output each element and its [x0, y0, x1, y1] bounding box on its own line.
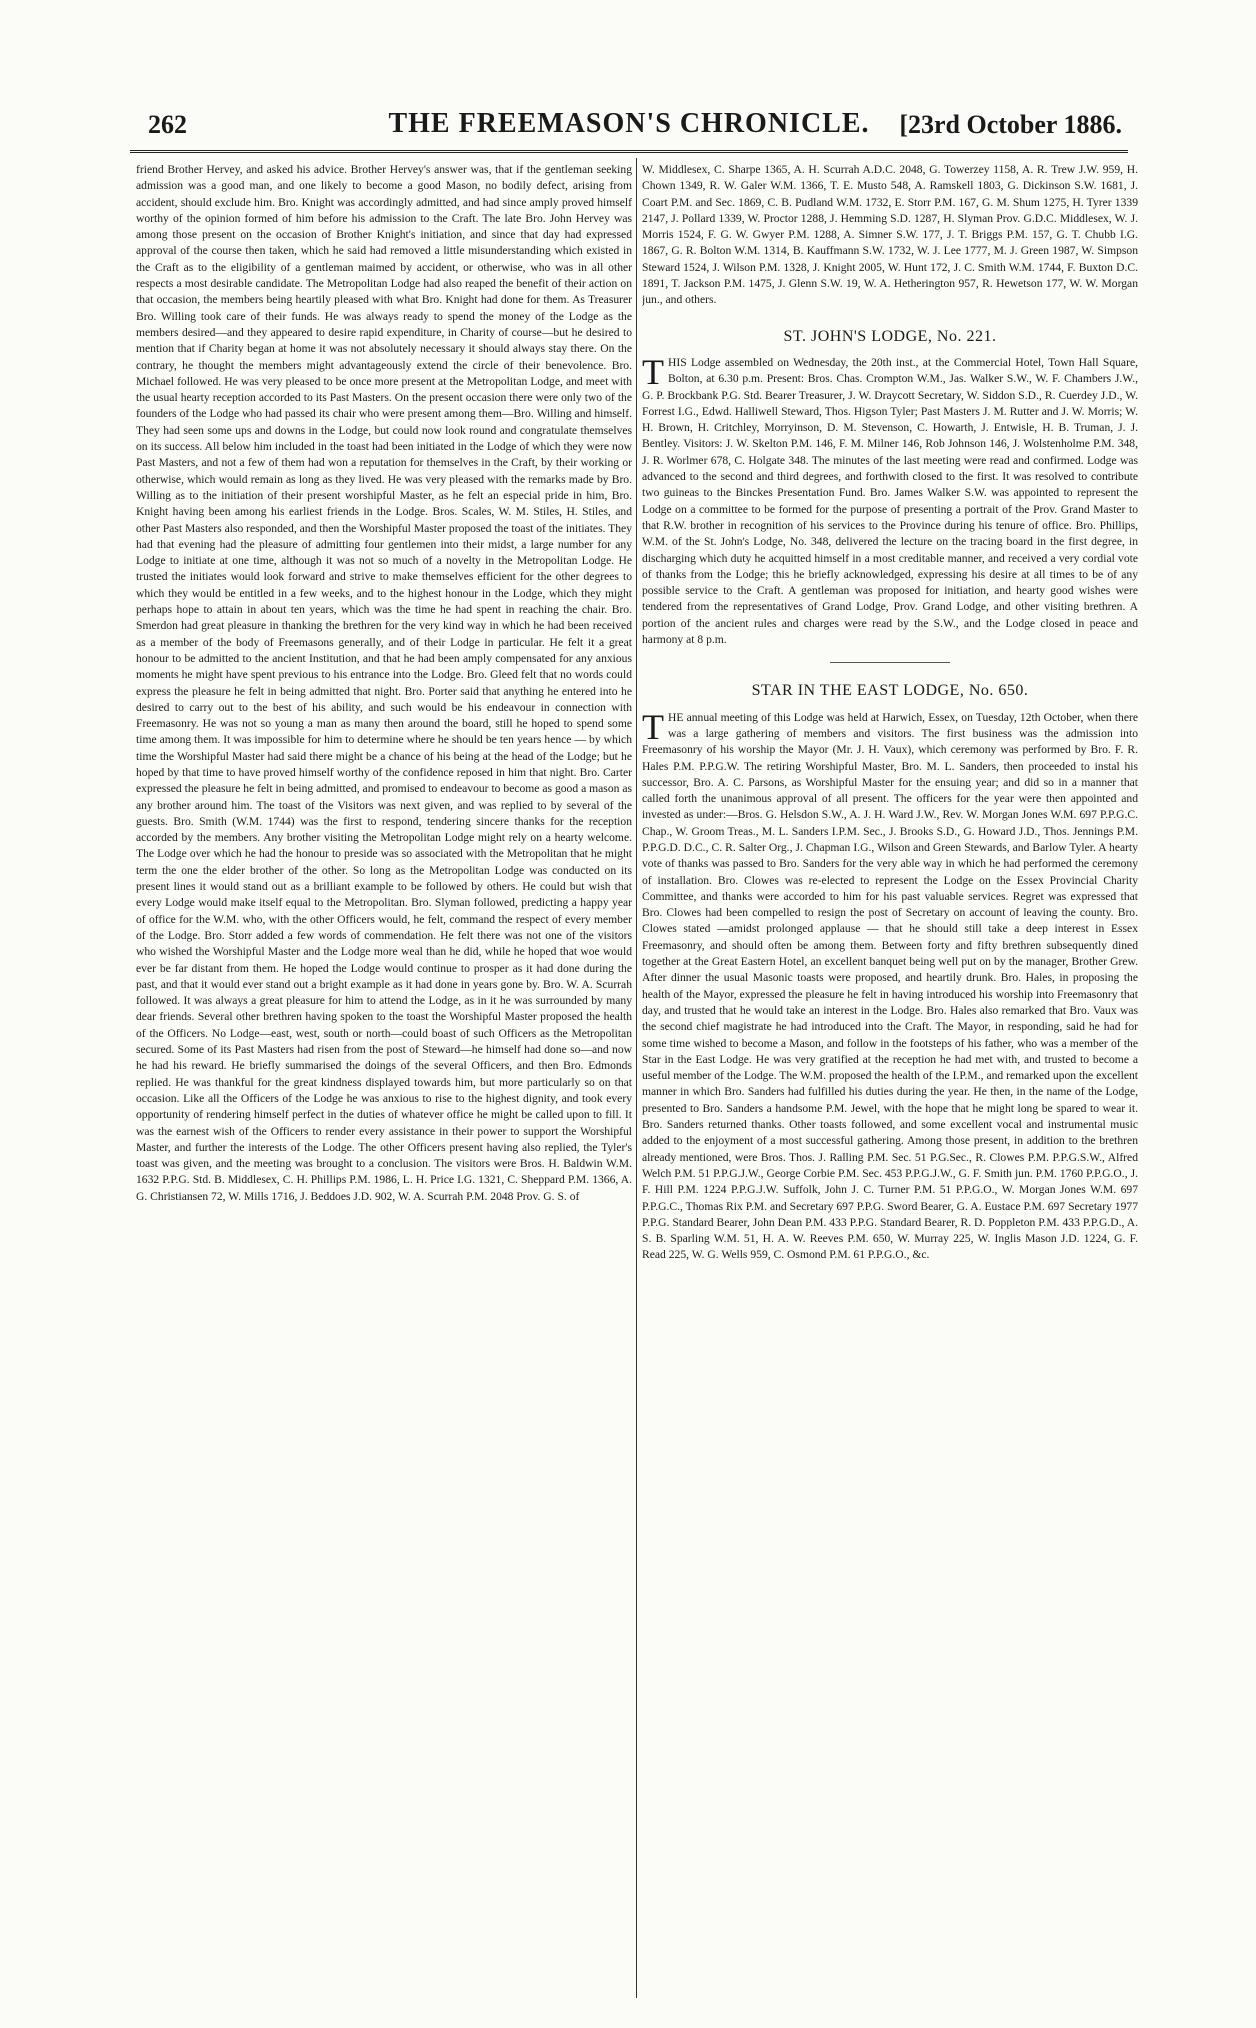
drop-cap: T	[642, 351, 664, 392]
star-in-the-east-article	[642, 706, 1138, 1264]
visitors-list-continuation: W. Middlesex, C. Sharpe 1365, A. H. Scurrah A.D.C. 2048, G. Towerzey 1158, A. R. Trew J.W. 959, H. Chown 1349, R. W. Galer W.M. 1366, T. E. Musto 548, A. Ramskell 1803, G. Dickinson S.W. 1681, J. Coart P.M. and Sec. 1869, C. B. Pudland W.M. 1732, E. Storr P.M. 167, G. M. Shum 1275, H. Tyrer 1339 2147, J. Pollard 1339, W. Proctor 1288, J. Hemming S.D. 1287, H. Slyman Prov. G.D.C. Middlesex, W. J. Morris 1524, F. G. W. Gwyer P.M. 1288, A. Simner S.W. 177, J. T. Briggs P.M. 157, G. T. Chubb I.G. 1867, G. R. Bolton W.M. 1314, B. Kauffmann S.W. 1732, W. J. Lee 1777, M. J. Green 1987, W. Simpson Steward 1524, J. Wilson P.M. 1328, J. Knight 2005, W. Hunt 172, J. C. Smith W.M. 1744, F. Buxton D.C. 1891, T. Jackson P.M. 1475, J. Glenn S.W. 19, W. A. Hetherington 957, R. Hewetson 177, W. W. Morgan jun., and others.	[642, 163, 1138, 307]
st-johns-lodge-article	[642, 351, 1138, 648]
journal-title: THE FREEMASON'S CHRONICLE.	[388, 108, 870, 139]
st-johns-lodge-text: HIS Lodge assembled on Wednesday, the 20th inst., at the Commercial Hotel, Town Hall Square, Bolton, at 6.30 p.m. Present: Bros. Chas. Crompton W.M., Jas. Walker S.W., W. F. Chambers J.W., G. P. Brockbank P.G. Std. Bearer Treasurer, J. W. Draycott Secretary, W. Siddon S.D., R. Cuerdey J.D., W. Forrest I.G., Edwd. Halliwell Steward, Thos. Higson Tyler; Past Masters J. M. Rutter and J. W. Morris; W. H. Brown, H. Critchley, Morryinson, D. M. Stevenson, C. Howarth, J. Entwisle, H. B. Truman, J. J. Bentley. Visitors: J. W. Skelton P.M. 146, F. M. Milner 146, Rob Johnson 146, J. Wolstenholme P.M. 348, J. R. Worlmer 678, C. Holgate 348. The minutes of the last meeting were read and confirmed. Lodge was advanced to the second and third degrees, and forthwith closed to the first. It was resolved to contribute two guineas to the Binckes Presentation Fund. Bro. James Walker S.W. was appointed to represent the Lodge on a committee to be formed for the purpose of presenting a portrait of the Prov. Grand Master to that R.W. brother in recognition of his services to the Province during his tenure of office. Bro. Phillips, W.M. of the St. John's Lodge, No. 348, delivered the lecture on the tracing board in the first degree, in discharging which duty he acquitted himself in a most creditable manner, and received a very cordial vote of thanks from the Lodge; this he briefly acknowledged, expressing his desire at all times to be of any possible service to the Craft. A gentleman was proposed for initiation, and hearty good wishes were tendered from the representatives of Grand Lodge, Prov. Grand Lodge, and other visiting brethren. A portion of the ancient rules and charges were read by the S.W., and the Lodge closed in peace and harmony at 8 p.m.	[642, 355, 1138, 647]
masthead	[130, 106, 1128, 153]
page-number: 262	[148, 110, 187, 139]
st-johns-lodge-heading: ST. JOHN'S LODGE, No. 221.	[783, 327, 997, 345]
issue-date: [23rd October 1886.	[899, 110, 1122, 139]
left-column-text: friend Brother Hervey, and asked his advice. Brother Hervey's answer was, that if the gentleman seeking admission was a good man, and one likely to become a good Mason, no bodily defect, arising from accident, should exclude him. Bro. Knight was accordingly admitted, and had since amply proved himself worthy of the opinion formed of him before his admission to the Craft. The late Bro. John Hervey was among those present on the occasion of Brother Knight's initiation, and since that day had expressed approval of the course then taken, which he said had removed a little misunderstanding which existed in the Craft as to the eligibility of a gentleman maimed by accident, or otherwise, who was in all other respects a most desirable candidate. The Metropolitan Lodge had also reaped the benefit of their action on that occasion, the members being heartily pleased with what Bro. Knight had done for them. As Treasurer Bro. Willing took care of their funds. He was always ready to spend the money of the Lodge as the members desired—and they appeared to desire rapid expenditure, in Charity of course—but he desired to mention that if Charity began at home it was not absolutely necessary it should always stay there. On the contrary, he thought the members might advantageously extend the circle of their benevolence. Bro. Michael followed. He was very pleased to be once more present at the Metropolitan Lodge, and meet with the usual hearty reception accorded to its Past Masters. On the present occasion there were only two of the founders of the Lodge who had passed its chair who were present among them—Bro. Willing and himself. They had seen some ups and downs in the Lodge, but could now look round and congratulate themselves on its success. All below him included in the toast had been initiated in the Lodge of which they were now Past Masters, and not a few of them had won a reputation for themselves in the Craft, by their working or otherwise, which would remain as long as they lived. He was very pleased with the remarks made by Bro. Willing as to the initiation of their present worshipful Master, as he felt an especial pride in him, Bro. Knight having been among his earliest friends in the Lodge. Bros. Scales, W. M. Stiles, H. Stiles, and other Past Masters also responded, and then the Worshipful Master proposed the toast of the initiates. They had that evening had the pleasure of admitting four gentlemen into their midst, a large number for any Lodge to initiate at one time, although it was not so much of a novelty in the Metropolitan Lodge. He trusted the initiates would look forward and strive to make themselves efficient for the other degrees to which they would be entitled in a few weeks, and to the highest honour in the Lodge, which they might perhaps hope to attain in about ten years, which was the time he had spent in reaching the chair. Bro. Smerdon had great pleasure in thanking the brethren for the very kind way in which he had been received as a member of the body of Freemasons generally, and of their Lodge in particular. He felt it a great honour to be admitted to the ancient Institution, and that he had been amply compensated for any anxious moments he might have spent previous to his entrance into the Lodge. Bro. Gleed felt that no words could express the pleasure he felt in being admitted that night. Bro. Porter said that anything he entered into he desired to carry out to the best of his ability, and such would be his endeavour in connection with Freemasonry. He was not so young a man as many then around the board, still he hoped to spend some time among them. It was impossible for him to determine where he should be ten years hence — by which time the Worshipful Master had said there might be a chance of his being at the head of the Lodge; but he hoped by that time to have proved himself worthy of the confidence reposed in him that night. Bro. Carter expressed the pleasure he felt in being admitted, and promised to endeavour to become as good a mason as any brother around him. The toast of the Visitors was next given, and was replied to by several of the guests. Bro. Smith (W.M. 1744) was the first to respond, tendering sincere thanks for the reception accorded by the members. Any brother visiting the Metropolitan Lodge might rely on a hearty welcome. The Lodge over which he had the honour to preside was so associated with the Metropolitan that he might term the one the elder brother of the other. So long as the Metropolitan Lodge was conducted on its present lines it would stand out as a brilliant example to be followed by others. He could but wish that every Lodge would make itself equal to the Metropolitan. Bro. Slyman followed, predicting a happy year of office for the W.M. who, with the other Officers would, he felt, command the respect of every member of the Lodge. Bro. Storr added a few words of commendation. He felt there was not one of the visitors who wished the Worshipful Master and the Lodge more weal than he did, while he hoped that woe would ever be far distant from them. He hoped the Lodge would continue to prosper as it had done during the past, and that it would ever stand out a bright example as it had done in years gone by. Bro. W. A. Scurrah followed. It was always a great pleasure for him to attend the Lodge, as in it he was surrounded by many dear friends. Several other brethren having spoken to the toast the Worshipful Master proposed the health of the Officers. No Lodge—east, west, south or north—could boast of such Officers as the Metropolitan secured. Some of its Past Masters had risen from the post of Steward—he himself had done so—and now he had his reward. He briefly summarised the doings of the several Officers, and then Bro. Edmonds replied. He was thankful for the great kindness displayed towards him, but more particularly so on that occasion. Like all the Officers of the Lodge he was anxious to rise to the highest dignity, and took every opportunity of rendering himself perfect in the duties of whatever office he might be called upon to fill. It was the earnest wish of the Officers to render every assistance in their power to support the Worshipful Master, and further the interests of the Lodge. The other Officers present having also replied, the Tyler's toast was given, and the meeting was brought to a conclusion. The visitors were Bros. H. Baldwin W.M. 1632 P.P.G. Std. B. Middlesex, C. H. Phillips P.M. 1986, L. H. Price I.G. 1321, C. Sheppard P.M. 1366, A. G. Christiansen 72, W. Mills 1716, J. Beddoes J.D. 902, W. A. Scurrah P.M. 2048 Prov. G. S. of	[136, 163, 632, 1203]
section-separator	[830, 662, 950, 663]
left-column	[136, 162, 632, 2002]
right-column	[642, 162, 1138, 2002]
column-divider	[636, 158, 637, 1998]
star-in-the-east-text: HE annual meeting of this Lodge was held at Harwich, Essex, on Tuesday, 12th October, when there was a large gathering of members and visitors. The first business was the admission into Freemasonry of his worship the Mayor (Mr. J. H. Vaux), which ceremony was performed by Bro. F. R. Hales P.M. P.P.G.W. The retiring Worshipful Master, Bro. M. L. Sanders, then proceeded to instal his successor, Bro. A. C. Parsons, as Worshipful Master for the ensuing year; and did so in a manner that called forth the unanimous approval of all present. The officers for the year were then appointed and invested as under:—Bros. G. Helsdon S.W., A. J. H. Ward J.W., Rev. W. Morgan Jones W.M. 697 P.P.G.C. Chap., W. Groom Treas., M. L. Sanders I.P.M. Sec., J. Brooks S.D., G. Howard J.D., Thos. Jennings P.M. P.P.G.D. D.C., C. R. Salter Org., J. Chapman I.G., Wilson and Green Stewards, and Barlow Tyler. A hearty vote of thanks was passed to Bro. Sanders for the very able way in which he had performed the ceremony of installation. Bro. Clowes was re-elected to represent the Lodge on the Essex Provincial Charity Committee, and thanks were accorded to him for his past valuable services. Regret was expressed that Bro. Clowes had been compelled to resign the post of Secretary on account of leaving the county. Bro. Clowes stated —amidst prolonged applause — that he should still take a deep interest in Essex Freemasonry, and should often be among them. Between forty and fifty brethren subsequently dined together at the Great Eastern Hotel, an excellent banquet being well put on by the manager, Brother Grew. After dinner the usual Masonic toasts were proposed, and heartily drunk. Bro. Hales, in proposing the health of the Mayor, expressed the pleasure he felt in having introduced his worship into Freemasonry that day, and trusted that he would take an interest in the Lodge. Bro. Hales also remarked that Bro. Vaux was the second chief magistrate he had introduced into the Craft. The Mayor, in responding, said he had for some time wished to become a Mason, and follow in the footsteps of his father, who was a member of the Star in the East Lodge. He was very gratified at the reception he had met with, and trusted to become a useful member of the Lodge. The W.M. proposed the health of the I.P.M., and remarked upon the excellent manner in which Bro. Sanders had fulfilled his duties during the year. He then, in the name of the Lodge, presented to Bro. Sanders a handsome P.M. Jewel, with the hope that he might long be spared to wear it. Bro. Sanders returned thanks. Other toasts followed, and some excellent vocal and instrumental music added to the enjoyment of a most successful gathering. Among those present, in addition to the brethren already mentioned, were Bros. Thos. J. Ralling P.M. Sec. 51 P.G.Sec., R. Clowes P.M. P.P.G.S.W., Alfred Welch P.M. 51 P.P.G.J.W., George Corbie P.M. Sec. 453 P.P.G.J.W., G. F. Smith jun. P.M. 1760 P.P.G.O., J. F. Hill P.M. 1224 P.P.G.J.W. Suffolk, John J. C. Turner P.M. 51 P.P.G.O., W. Morgan Jones W.M. 697 P.P.G.C., Thomas Rix P.M. and Secretary 697 P.P.G. Sword Bearer, G. A. Eustace P.M. 697 Secretary 1977 P.P.G. Standard Bearer, John Dean P.M. 433 P.P.G. Standard Bearer, R. D. Poppleton P.M. 433 P.P.G.D., A. S. B. Sparling W.M. 51, H. A. W. Reeves P.M. 650, W. Murray 225, W. Inglis Mason J.D. 1224, G. F. Read 225, W. G. Wells 959, C. Osmond P.M. 61 P.P.G.O., &c.	[642, 710, 1138, 1262]
drop-cap: T	[642, 706, 664, 747]
star-in-the-east-heading: STAR IN THE EAST LODGE, No. 650.	[751, 682, 1029, 700]
